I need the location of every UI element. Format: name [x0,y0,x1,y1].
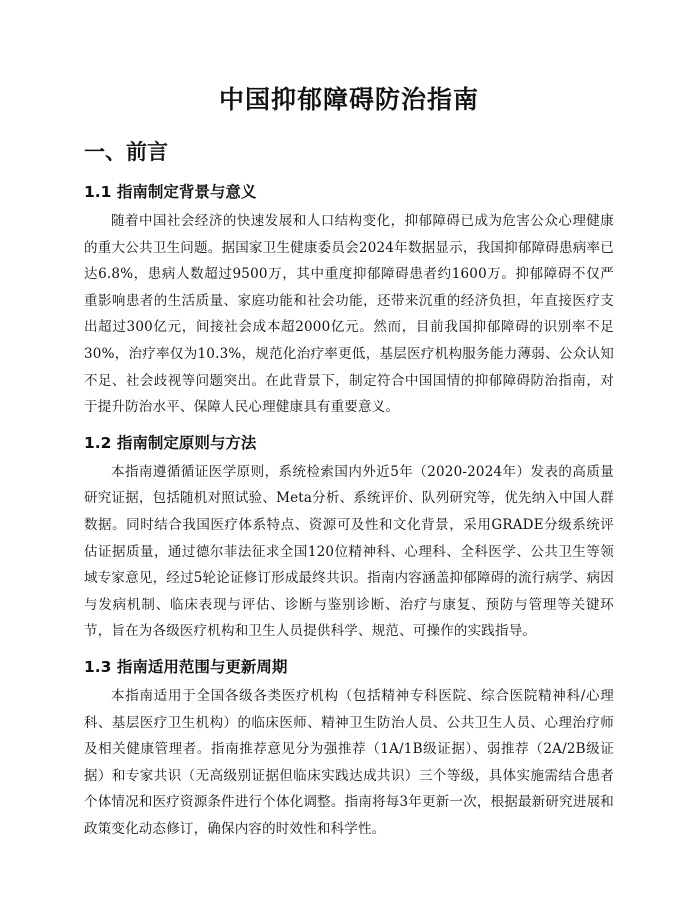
section-1-3 [84,653,614,843]
section-paragraph: 本指南适用于全国各级各类医疗机构（包括精神专科医院、综合医院精神科/心理科、基层医疗卫生机构）的临床医师、精神卫生防治人员、公共卫生人员、心理治疗师及相关健康管理者。指南推荐意见分为强推荐（1A/1B级证据）、弱推荐（2A/2B级证据）和专家共识（无高级别证据但临床实践达成共识）三个等级，具体实施需结合患者个体情况和医疗资源条件进行个体化调整。指南将每3年更新一次，根据最新研究进展和政策变化动态修订，确保内容的时效性和科学性。 [84,687,614,837]
section-1-2 [84,429,614,645]
section-heading: 1.2 指南制定原则与方法 [84,433,257,452]
section-paragraph: 本指南遵循循证医学原则，系统检索国内外近5年（2020-2024年）发表的高质量研究证据，包括随机对照试验、Meta分析、系统评价、队列研究等，优先纳入中国人群数据。同时结合我国医疗体系特点、资源可及性和文化背景，采用GRADE分级系统评估证据质量，通过德尔菲法征求全国120位精神科、心理科、全科医学、公共卫生等领域专家意见，经过5轮论证修订形成最终共识。指南内容涵盖抑郁障碍的流行病学、病因与发病机制、临床表现与评估、诊断与鉴别诊断、治疗与康复、预防与管理等关键环节，旨在为各级医疗机构和卫生人员提供科学、规范、可操作的实践指导。 [84,463,614,640]
document-title: 中国抑郁障碍防治指南 [218,85,479,114]
chapter-heading: 一、前言 [84,140,168,164]
section-1-1 [84,178,614,421]
section-heading: 1.3 指南适用范围与更新周期 [84,657,288,676]
section-paragraph: 随着中国社会经济的快速发展和人口结构变化，抑郁障碍已成为危害公众心理健康的重大公共卫生问题。据国家卫生健康委员会2024年数据显示，我国抑郁障碍患病率已达6.8%，患病人数超过9500万，其中重度抑郁障碍患者约1600万。抑郁障碍不仅严重影响患者的生活质量、家庭功能和社会功能，还带来沉重的经济负担，年直接医疗支出超过300亿元，间接社会成本超2000亿元。然而，目前我国抑郁障碍的识别率不足30%，治疗率仅为10.3%，规范化治疗率更低，基层医疗机构服务能力薄弱、公众认知不足、社会歧视等问题突出。在此背景下，制定符合中国国情的抑郁障碍防治指南，对于提升防治水平、保障人民心理健康具有重要意义。 [84,213,614,416]
section-heading: 1.1 指南制定背景与意义 [84,183,257,201]
